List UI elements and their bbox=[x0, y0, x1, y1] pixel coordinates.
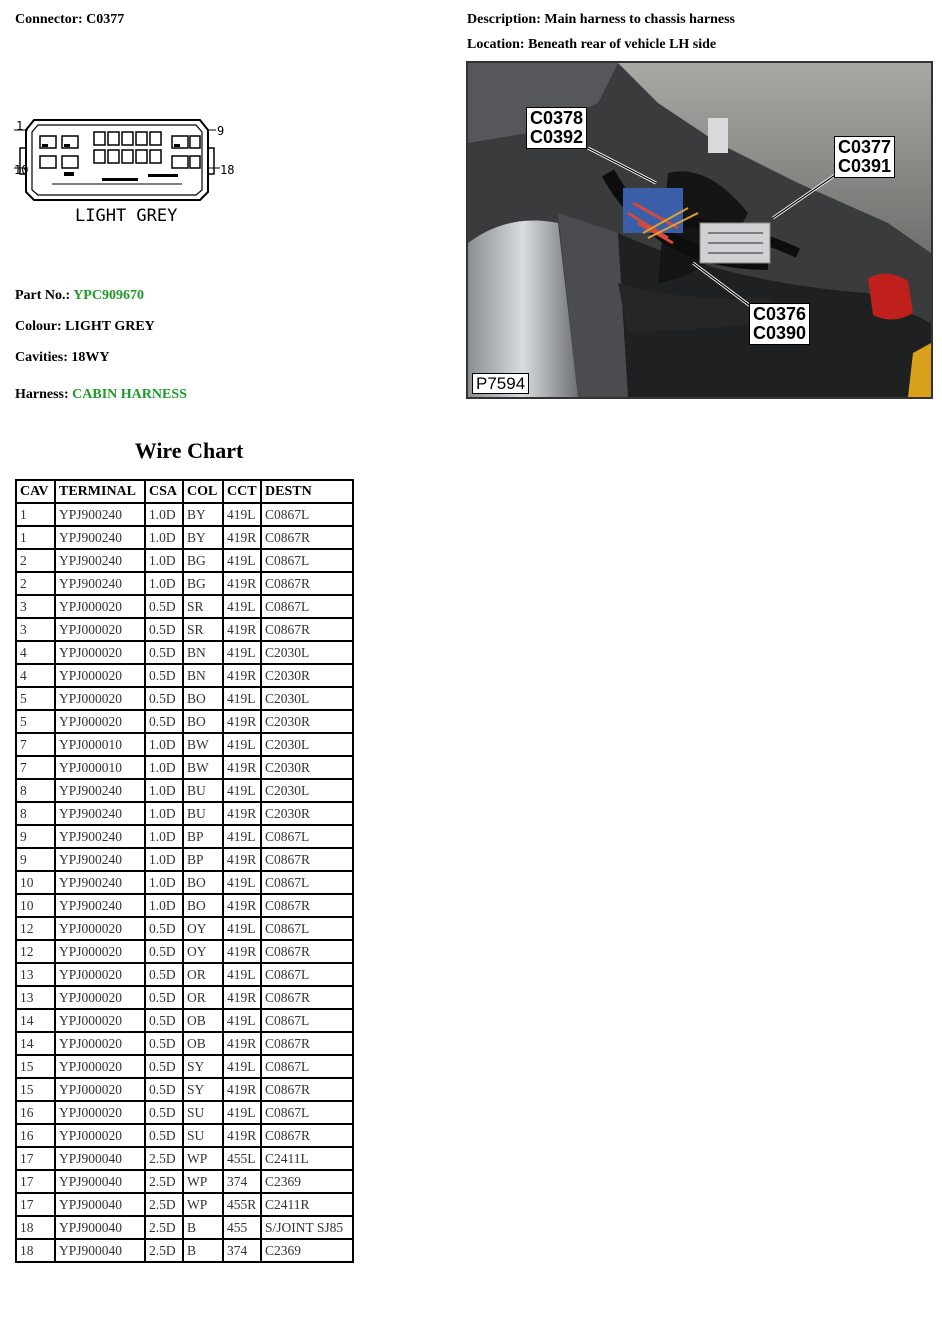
cell-csa: 0.5D bbox=[146, 596, 182, 617]
cell-destn: C2369 bbox=[262, 1171, 352, 1192]
cell-csa: 0.5D bbox=[146, 918, 182, 939]
cell-col: BO bbox=[184, 895, 222, 916]
cell-cav: 1 bbox=[17, 527, 54, 548]
cell-cct: 419L bbox=[224, 826, 260, 847]
cell-destn: C0867R bbox=[262, 573, 352, 594]
cell-cav: 14 bbox=[17, 1010, 54, 1031]
callout-c0392: C0392 bbox=[530, 127, 584, 147]
harness-label: Harness: bbox=[15, 387, 69, 402]
cell-col: BO bbox=[184, 872, 222, 893]
cell-cct: 419L bbox=[224, 688, 260, 709]
wire-chart-body bbox=[17, 504, 352, 1261]
cell-destn: C2030R bbox=[262, 757, 352, 778]
location-line bbox=[467, 37, 716, 53]
cell-cct: 455 bbox=[224, 1217, 260, 1238]
callout-c0377-c0391 bbox=[834, 136, 895, 178]
table-row bbox=[17, 895, 352, 916]
cell-terminal: YPJ900240 bbox=[56, 780, 144, 801]
cell-col: OR bbox=[184, 987, 222, 1008]
cell-destn: C0867R bbox=[262, 895, 352, 916]
connector-label: Connector: bbox=[15, 12, 83, 27]
table-row bbox=[17, 573, 352, 594]
cell-terminal: YPJ000020 bbox=[56, 596, 144, 617]
cell-destn: C2411R bbox=[262, 1194, 352, 1215]
table-row bbox=[17, 849, 352, 870]
cell-csa: 0.5D bbox=[146, 1102, 182, 1123]
cell-col: SR bbox=[184, 619, 222, 640]
table-row bbox=[17, 964, 352, 985]
cell-destn: C0867L bbox=[262, 918, 352, 939]
cell-cct: 419R bbox=[224, 573, 260, 594]
cell-col: BP bbox=[184, 849, 222, 870]
cell-cav: 5 bbox=[17, 688, 54, 709]
description-line bbox=[467, 12, 735, 28]
cell-terminal: YPJ000010 bbox=[56, 734, 144, 755]
cell-cav: 8 bbox=[17, 780, 54, 801]
cell-cav: 3 bbox=[17, 596, 54, 617]
table-row bbox=[17, 757, 352, 778]
cell-cct: 419L bbox=[224, 1056, 260, 1077]
cell-cct: 419L bbox=[224, 504, 260, 525]
cell-csa: 1.0D bbox=[146, 550, 182, 571]
cell-cav: 16 bbox=[17, 1125, 54, 1146]
cell-cct: 419R bbox=[224, 619, 260, 640]
part-number-label: Part No.: bbox=[15, 288, 71, 303]
cell-cct: 374 bbox=[224, 1240, 260, 1261]
cell-terminal: YPJ900240 bbox=[56, 527, 144, 548]
cell-cct: 419R bbox=[224, 711, 260, 732]
cell-col: BW bbox=[184, 757, 222, 778]
cell-terminal: YPJ900240 bbox=[56, 872, 144, 893]
cell-terminal: YPJ900240 bbox=[56, 550, 144, 571]
table-row bbox=[17, 826, 352, 847]
cell-cav: 10 bbox=[17, 895, 54, 916]
table-row bbox=[17, 596, 352, 617]
cell-cct: 419L bbox=[224, 918, 260, 939]
pin-label-9: 9 bbox=[217, 124, 225, 138]
cell-csa: 0.5D bbox=[146, 1056, 182, 1077]
cell-cct: 419R bbox=[224, 1079, 260, 1100]
cell-terminal: YPJ900040 bbox=[56, 1194, 144, 1215]
cell-cct: 419R bbox=[224, 757, 260, 778]
cell-csa: 0.5D bbox=[146, 642, 182, 663]
cavities-line bbox=[15, 350, 110, 366]
cell-col: OB bbox=[184, 1010, 222, 1031]
cell-col: WP bbox=[184, 1194, 222, 1215]
cell-col: WP bbox=[184, 1148, 222, 1169]
cell-cct: 419R bbox=[224, 895, 260, 916]
cell-terminal: YPJ000020 bbox=[56, 964, 144, 985]
callout-c0378: C0378 bbox=[530, 108, 584, 128]
cell-destn: C0867L bbox=[262, 1010, 352, 1031]
cell-cav: 5 bbox=[17, 711, 54, 732]
cell-cct: 419L bbox=[224, 780, 260, 801]
cell-col: SY bbox=[184, 1056, 222, 1077]
cell-cav: 17 bbox=[17, 1148, 54, 1169]
cell-terminal: YPJ900040 bbox=[56, 1217, 144, 1238]
table-row bbox=[17, 941, 352, 962]
part-number-line bbox=[15, 288, 144, 304]
colour-value: LIGHT GREY bbox=[65, 319, 155, 334]
cell-cav: 12 bbox=[17, 941, 54, 962]
cell-cct: 419L bbox=[224, 596, 260, 617]
cell-terminal: YPJ900040 bbox=[56, 1148, 144, 1169]
cell-destn: C2030L bbox=[262, 642, 352, 663]
cell-cav: 10 bbox=[17, 872, 54, 893]
cell-terminal: YPJ000010 bbox=[56, 757, 144, 778]
header-terminal: TERMINAL bbox=[56, 481, 144, 502]
location-photo bbox=[466, 61, 933, 399]
cell-cav: 9 bbox=[17, 849, 54, 870]
table-row bbox=[17, 1217, 352, 1238]
callout-c0390: C0390 bbox=[753, 323, 807, 343]
cell-destn: C0867L bbox=[262, 1056, 352, 1077]
description-value: Main harness to chassis harness bbox=[544, 12, 735, 27]
cell-csa: 0.5D bbox=[146, 987, 182, 1008]
cell-cct: 455R bbox=[224, 1194, 260, 1215]
cell-destn: C2030R bbox=[262, 803, 352, 824]
cell-terminal: YPJ000020 bbox=[56, 1079, 144, 1100]
cell-terminal: YPJ000020 bbox=[56, 1010, 144, 1031]
header-cct: CCT bbox=[224, 481, 260, 502]
cell-cct: 419R bbox=[224, 1125, 260, 1146]
table-row bbox=[17, 872, 352, 893]
cell-destn: C0867L bbox=[262, 596, 352, 617]
cell-cct: 419R bbox=[224, 527, 260, 548]
cell-cav: 9 bbox=[17, 826, 54, 847]
callout-c0377: C0377 bbox=[838, 137, 892, 157]
cell-cav: 7 bbox=[17, 757, 54, 778]
cell-csa: 1.0D bbox=[146, 504, 182, 525]
cell-cct: 419L bbox=[224, 734, 260, 755]
cell-cav: 18 bbox=[17, 1217, 54, 1238]
cell-terminal: YPJ900040 bbox=[56, 1171, 144, 1192]
cell-terminal: YPJ900240 bbox=[56, 849, 144, 870]
part-number-link[interactable]: YPC909670 bbox=[73, 288, 144, 303]
table-row bbox=[17, 619, 352, 640]
table-row bbox=[17, 1125, 352, 1146]
cell-cct: 419L bbox=[224, 642, 260, 663]
cell-destn: C0867R bbox=[262, 527, 352, 548]
cell-destn: C2030R bbox=[262, 665, 352, 686]
cell-col: BG bbox=[184, 550, 222, 571]
cell-cav: 2 bbox=[17, 550, 54, 571]
cell-cav: 1 bbox=[17, 504, 54, 525]
cell-col: BY bbox=[184, 504, 222, 525]
cell-col: BG bbox=[184, 573, 222, 594]
cell-cav: 15 bbox=[17, 1079, 54, 1100]
cell-destn: C2369 bbox=[262, 1240, 352, 1261]
connector-heading bbox=[15, 12, 124, 28]
wire-chart-title: Wire Chart bbox=[134, 438, 244, 463]
cavities-label: Cavities: bbox=[15, 350, 68, 365]
cell-destn: C0867L bbox=[262, 1102, 352, 1123]
cell-cct: 419R bbox=[224, 1033, 260, 1054]
cell-terminal: YPJ000020 bbox=[56, 619, 144, 640]
cell-csa: 0.5D bbox=[146, 964, 182, 985]
callout-c0376-c0390 bbox=[749, 303, 810, 345]
cell-terminal: YPJ000020 bbox=[56, 1102, 144, 1123]
cell-terminal: YPJ900240 bbox=[56, 826, 144, 847]
cell-csa: 0.5D bbox=[146, 1010, 182, 1031]
connector-id: C0377 bbox=[86, 12, 125, 27]
table-row bbox=[17, 688, 352, 709]
cell-terminal: YPJ000020 bbox=[56, 1056, 144, 1077]
cell-cct: 419R bbox=[224, 987, 260, 1008]
table-row bbox=[17, 1194, 352, 1215]
cell-cct: 419L bbox=[224, 964, 260, 985]
callout-c0378-c0392 bbox=[526, 107, 587, 149]
cell-csa: 2.5D bbox=[146, 1240, 182, 1261]
cell-destn: C0867R bbox=[262, 849, 352, 870]
table-row bbox=[17, 1010, 352, 1031]
cell-csa: 0.5D bbox=[146, 619, 182, 640]
cell-cav: 12 bbox=[17, 918, 54, 939]
cell-destn: C2411L bbox=[262, 1148, 352, 1169]
cell-csa: 1.0D bbox=[146, 780, 182, 801]
cell-terminal: YPJ000020 bbox=[56, 987, 144, 1008]
connector-colour-caption: LIGHT GREY bbox=[75, 206, 178, 226]
table-row bbox=[17, 504, 352, 525]
cell-destn: C0867R bbox=[262, 619, 352, 640]
cell-cav: 4 bbox=[17, 642, 54, 663]
pin-label-10: 10 bbox=[14, 163, 29, 177]
cell-col: B bbox=[184, 1240, 222, 1261]
cell-terminal: YPJ000020 bbox=[56, 665, 144, 686]
wire-chart-header-row bbox=[17, 481, 352, 502]
cell-col: OY bbox=[184, 941, 222, 962]
cell-cct: 419L bbox=[224, 872, 260, 893]
cell-csa: 0.5D bbox=[146, 941, 182, 962]
cell-col: BO bbox=[184, 688, 222, 709]
cell-terminal: YPJ900240 bbox=[56, 803, 144, 824]
photo-id-label: P7594 bbox=[472, 373, 529, 394]
cell-terminal: YPJ000020 bbox=[56, 1033, 144, 1054]
table-row bbox=[17, 642, 352, 663]
cell-destn: C0867R bbox=[262, 987, 352, 1008]
cell-terminal: YPJ000020 bbox=[56, 918, 144, 939]
cell-col: BN bbox=[184, 665, 222, 686]
table-row bbox=[17, 803, 352, 824]
table-row bbox=[17, 1171, 352, 1192]
location-value: Beneath rear of vehicle LH side bbox=[528, 37, 717, 52]
cell-col: BP bbox=[184, 826, 222, 847]
table-row bbox=[17, 665, 352, 686]
header-col: COL bbox=[184, 481, 222, 502]
cell-cav: 13 bbox=[17, 964, 54, 985]
cell-csa: 1.0D bbox=[146, 849, 182, 870]
cell-cct: 419L bbox=[224, 550, 260, 571]
cell-csa: 1.0D bbox=[146, 826, 182, 847]
cell-destn: C0867R bbox=[262, 1033, 352, 1054]
cell-csa: 1.0D bbox=[146, 757, 182, 778]
cell-terminal: YPJ900240 bbox=[56, 504, 144, 525]
cell-destn: C2030L bbox=[262, 734, 352, 755]
cell-destn: C2030L bbox=[262, 780, 352, 801]
cell-cct: 419L bbox=[224, 1010, 260, 1031]
table-row bbox=[17, 711, 352, 732]
cell-cct: 419R bbox=[224, 803, 260, 824]
cell-csa: 1.0D bbox=[146, 734, 182, 755]
cell-destn: C0867L bbox=[262, 504, 352, 525]
header-cav: CAV bbox=[17, 481, 54, 502]
cell-col: SY bbox=[184, 1079, 222, 1100]
cell-terminal: YPJ000020 bbox=[56, 711, 144, 732]
harness-line bbox=[15, 387, 187, 403]
cell-csa: 2.5D bbox=[146, 1217, 182, 1238]
cell-col: OR bbox=[184, 964, 222, 985]
cell-csa: 1.0D bbox=[146, 872, 182, 893]
table-row bbox=[17, 527, 352, 548]
cell-col: OY bbox=[184, 918, 222, 939]
cell-cav: 2 bbox=[17, 573, 54, 594]
cell-terminal: YPJ000020 bbox=[56, 941, 144, 962]
table-row bbox=[17, 1102, 352, 1123]
cell-cav: 13 bbox=[17, 987, 54, 1008]
table-row bbox=[17, 1079, 352, 1100]
cell-csa: 2.5D bbox=[146, 1194, 182, 1215]
cell-col: BU bbox=[184, 803, 222, 824]
cell-terminal: YPJ900240 bbox=[56, 573, 144, 594]
cell-destn: C0867L bbox=[262, 826, 352, 847]
description-label: Description: bbox=[467, 12, 541, 27]
table-row bbox=[17, 550, 352, 571]
cell-destn: C0867R bbox=[262, 1079, 352, 1100]
cell-cav: 3 bbox=[17, 619, 54, 640]
cell-terminal: YPJ900240 bbox=[56, 895, 144, 916]
cell-cav: 4 bbox=[17, 665, 54, 686]
cell-cav: 15 bbox=[17, 1056, 54, 1077]
cell-csa: 2.5D bbox=[146, 1171, 182, 1192]
cell-col: SU bbox=[184, 1102, 222, 1123]
cell-csa: 0.5D bbox=[146, 1079, 182, 1100]
cell-col: BO bbox=[184, 711, 222, 732]
cell-csa: 1.0D bbox=[146, 803, 182, 824]
cell-col: SU bbox=[184, 1125, 222, 1146]
cell-cct: 419R bbox=[224, 941, 260, 962]
colour-line bbox=[15, 319, 155, 335]
wire-chart-table bbox=[15, 479, 354, 1263]
cell-col: BW bbox=[184, 734, 222, 755]
cell-destn: C0867R bbox=[262, 1125, 352, 1146]
cell-col: BY bbox=[184, 527, 222, 548]
table-row bbox=[17, 780, 352, 801]
cell-terminal: YPJ000020 bbox=[56, 688, 144, 709]
table-row bbox=[17, 987, 352, 1008]
cell-col: WP bbox=[184, 1171, 222, 1192]
callout-c0376: C0376 bbox=[753, 304, 807, 324]
cavities-value: 18WY bbox=[71, 350, 110, 365]
cell-destn: C0867L bbox=[262, 872, 352, 893]
cell-col: OB bbox=[184, 1033, 222, 1054]
table-row bbox=[17, 918, 352, 939]
cell-csa: 0.5D bbox=[146, 688, 182, 709]
table-row bbox=[17, 1240, 352, 1261]
cell-col: SR bbox=[184, 596, 222, 617]
cell-terminal: YPJ000020 bbox=[56, 1125, 144, 1146]
cell-cct: 419R bbox=[224, 665, 260, 686]
pin-label-18: 18 bbox=[220, 163, 235, 177]
cell-csa: 1.0D bbox=[146, 895, 182, 916]
table-row bbox=[17, 734, 352, 755]
cell-col: BN bbox=[184, 642, 222, 663]
cell-cav: 18 bbox=[17, 1240, 54, 1261]
cell-cct: 419R bbox=[224, 849, 260, 870]
colour-label: Colour: bbox=[15, 319, 62, 334]
cell-csa: 1.0D bbox=[146, 527, 182, 548]
header-destn: DESTN bbox=[262, 481, 352, 502]
cell-csa: 2.5D bbox=[146, 1148, 182, 1169]
location-label: Location: bbox=[467, 37, 525, 52]
cell-cct: 419L bbox=[224, 1102, 260, 1123]
cell-destn: C2030R bbox=[262, 711, 352, 732]
callout-c0391: C0391 bbox=[838, 156, 892, 176]
cell-destn: C0867L bbox=[262, 964, 352, 985]
table-row bbox=[17, 1033, 352, 1054]
cell-cct: 455L bbox=[224, 1148, 260, 1169]
cell-cav: 7 bbox=[17, 734, 54, 755]
table-row bbox=[17, 1148, 352, 1169]
cell-cav: 17 bbox=[17, 1171, 54, 1192]
cell-cav: 17 bbox=[17, 1194, 54, 1215]
cell-destn: C2030L bbox=[262, 688, 352, 709]
cell-destn: C0867R bbox=[262, 941, 352, 962]
cell-csa: 0.5D bbox=[146, 665, 182, 686]
cell-destn: S/JOINT SJ85 bbox=[262, 1217, 352, 1238]
cell-csa: 1.0D bbox=[146, 573, 182, 594]
pin-label-1: 1 bbox=[16, 119, 24, 133]
cell-cct: 374 bbox=[224, 1171, 260, 1192]
cell-cav: 14 bbox=[17, 1033, 54, 1054]
cell-csa: 0.5D bbox=[146, 1125, 182, 1146]
cell-cav: 16 bbox=[17, 1102, 54, 1123]
cell-csa: 0.5D bbox=[146, 711, 182, 732]
header-csa: CSA bbox=[146, 481, 182, 502]
cell-col: B bbox=[184, 1217, 222, 1238]
cell-cav: 8 bbox=[17, 803, 54, 824]
harness-link[interactable]: CABIN HARNESS bbox=[72, 387, 187, 402]
table-row bbox=[17, 1056, 352, 1077]
cell-col: BU bbox=[184, 780, 222, 801]
cell-terminal: YPJ000020 bbox=[56, 642, 144, 663]
cell-terminal: YPJ900040 bbox=[56, 1240, 144, 1261]
cell-csa: 0.5D bbox=[146, 1033, 182, 1054]
cell-destn: C0867L bbox=[262, 550, 352, 571]
